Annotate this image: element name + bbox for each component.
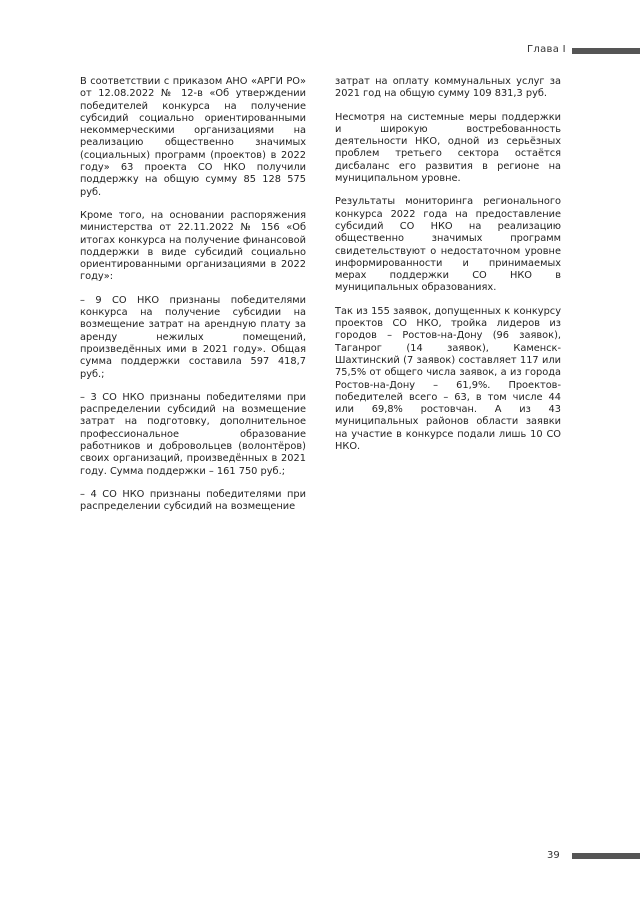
- header-bar: [572, 48, 640, 54]
- paragraph: – 3 СО НКО признаны победителями при распределении субсидий на возмещение затрат на подготовку, дополнительное профессиональное образование работников и добровольцев (волонтёров) своих организаций, произведённых в 2021 году. Сумма поддержки – 161 750 руб.;: [80, 391, 306, 477]
- footer-bar: [572, 853, 640, 859]
- paragraph: Результаты мониторинга регионального конкурса 2022 года на предоставление субсидий СО НКО на реализацию общественно значимых программ свидетельствуют о недостаточном уровне информированности и принимаемых мерах поддержки СО НКО в муниципальных образованиях.: [335, 196, 561, 294]
- left-column: [80, 76, 306, 525]
- paragraph: В соответствии с приказом АНО «АРГИ РО» от 12.08.2022 № 12-в «Об утверждении победителей конкурса на получение субсидий социально ориентированными некоммерческими организациями на реализацию общественно значимых (социальных) программ (проектов) в 2022 году» 63 проекта СО НКО получили поддержку на общую сумму 85 128 575 руб.: [80, 76, 306, 198]
- paragraph: затрат на оплату коммунальных услуг за 2021 год на общую сумму 109 831,3 руб.: [335, 76, 561, 100]
- paragraph: Так из 155 заявок, допущенных к конкурсу проектов СО НКО, тройка лидеров из городов – Ростов-на-Дону (96 заявок), Таганрог (14 заявок), Каменск-Шахтинский (7 заявок) составляет 117 или 75,5% от общего числа заявок, а из города Ростов-на-Дону – 61,9%. Проектов-победителей всего – 63, в том числе 44 или 69,8% ростовчан. А из 43 муниципальных районов области заявки на участие в конкурсе подали лишь 10 СО НКО.: [335, 305, 561, 453]
- page-number: 39: [547, 850, 560, 861]
- paragraph: – 9 СО НКО признаны победителями конкурса на получение субсидии на возмещение затрат на арендную плату за аренду нежилых помещений, произведённых ими в 2021 году». Общая сумма поддержки составила 597 418,7 руб.;: [80, 294, 306, 380]
- paragraph: Несмотря на системные меры поддержки и широкую востребованность деятельности НКО, одной из серьёзных проблем третьего сектора остаётся дисбаланс его развития в регионе на муниципальном уровне.: [335, 111, 561, 185]
- paragraph: Кроме того, на основании распоряжения министерства от 22.11.2022 № 156 «Об итогах конкурса на получение финансовой поддержки в виде субсидий социально ориентированными организациями в 2022 году»:: [80, 209, 306, 283]
- right-column: [335, 76, 561, 464]
- paragraph: – 4 СО НКО признаны победителями при распределении субсидий на возмещение: [80, 488, 306, 513]
- chapter-label: Глава I: [527, 44, 566, 55]
